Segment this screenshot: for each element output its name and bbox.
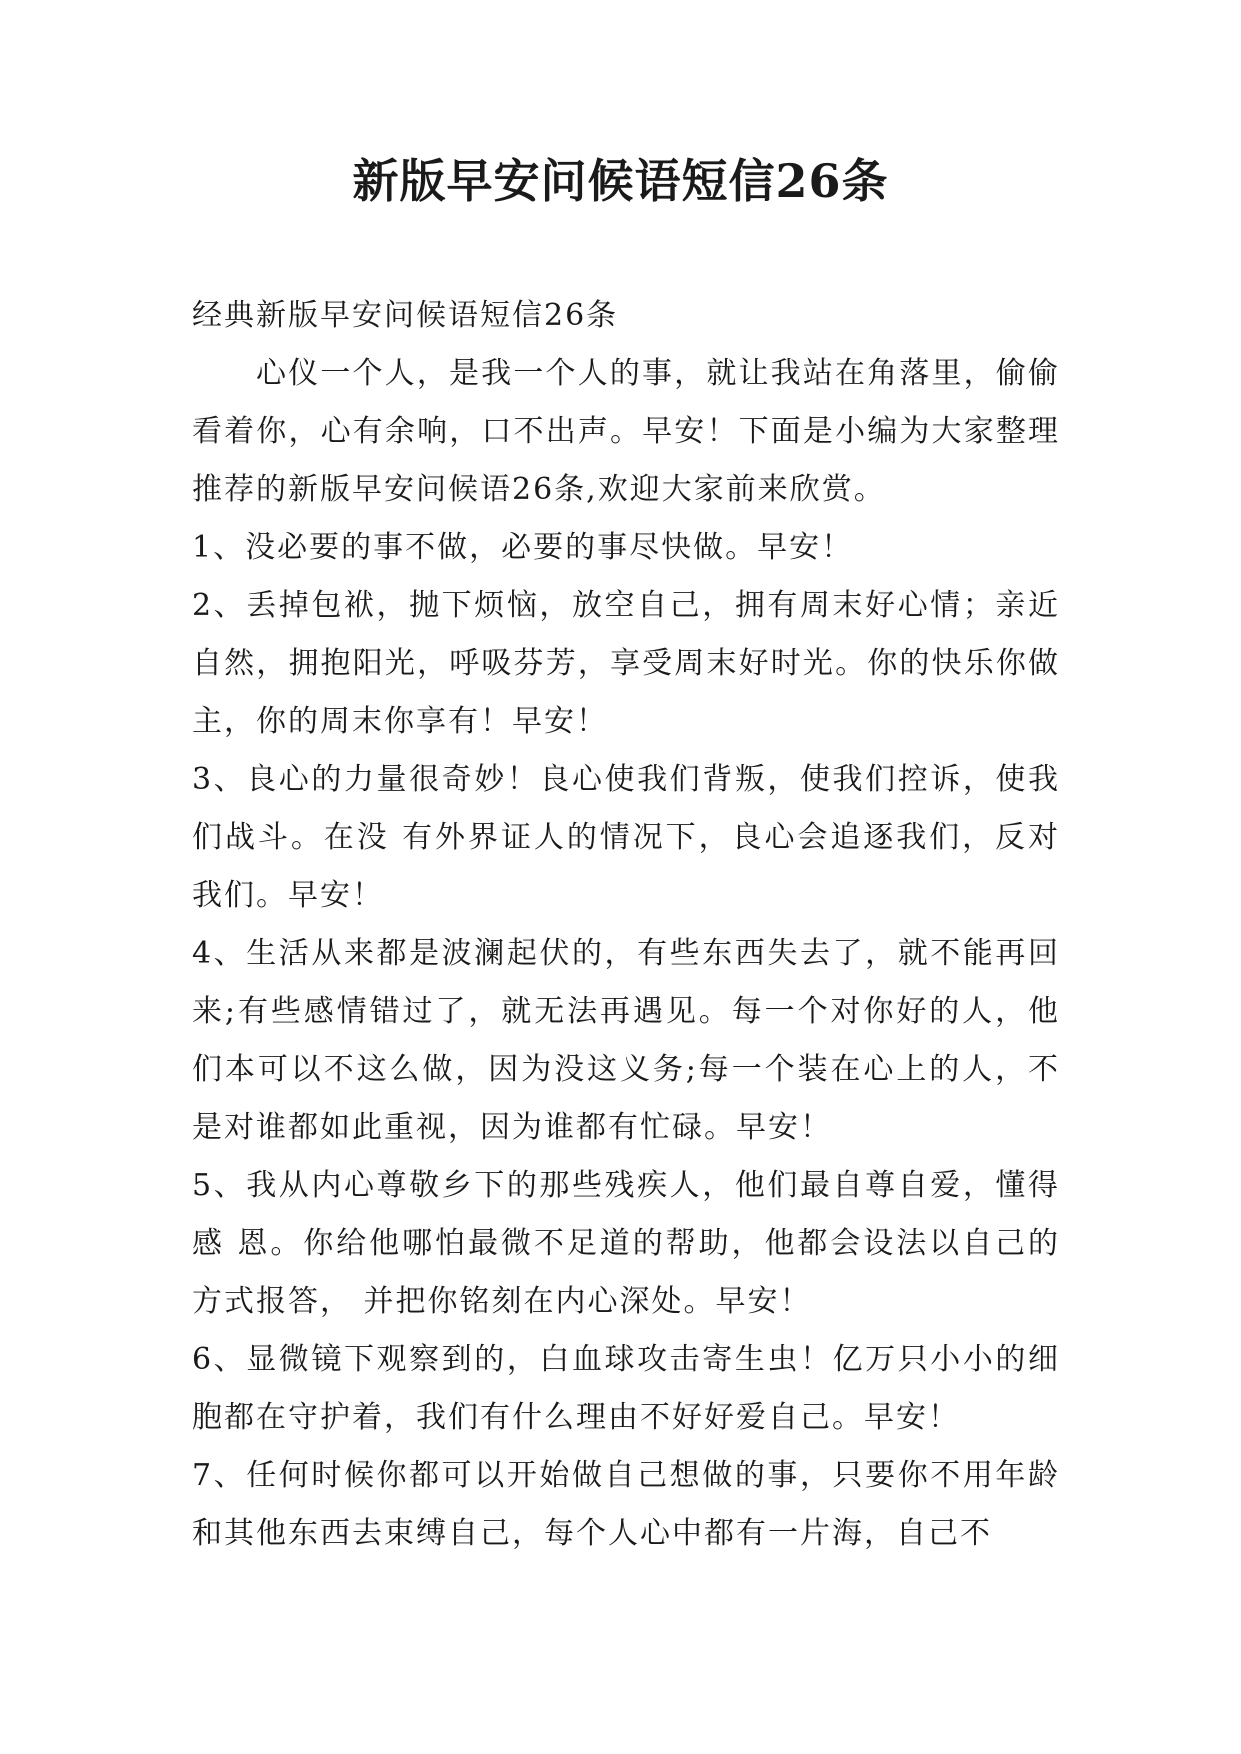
greeting-item-6: 6、显微镜下观察到的，白血球攻击寄生虫！亿万只小小的细胞都在守护着，我们有什么理由不好好爱自己。早安！ <box>192 1342 1060 1435</box>
greeting-item-5: 5、我从内心尊敬乡下的那些残疾人，他们最自尊自爱，懂得感 恩。你给他哪怕最微不足道的帮助，他都会设法以自己的方式报答， 并把你铭刻在内心深处。早安！ <box>192 1168 1060 1319</box>
greeting-item-3: 3、良心的力量很奇妙！良心使我们背叛，使我们控诉，使我们战斗。在没 有外界证人的情况下，良心会追逐我们，反对我们。早安！ <box>192 762 1060 913</box>
document-body <box>192 287 1060 1563</box>
intro-paragraph: 心仪一个人，是我一个人的事，就让我站在角落里，偷偷看着你，心有余响，口不出声。早安！下面是小编为大家整理推荐的新版早安问候语26条,欢迎大家前来欣赏。 <box>192 356 1060 507</box>
greeting-item-4: 4、生活从来都是波澜起伏的，有些东西失去了，就不能再回来;有些感情错过了，就无法再遇见。每一个对你好的人，他们本可以不这么做，因为没这义务;每一个装在心上的人，不是对谁都如此重视，因为谁都有忙碌。早安！ <box>192 936 1060 1145</box>
greeting-item-2: 2、丢掉包袱，抛下烦恼，放空自己，拥有周末好心情；亲近自然，拥抱阳光，呼吸芬芳，享受周末好时光。你的快乐你做主，你的周末你享有！早安！ <box>192 588 1060 739</box>
greeting-item-1: 1、没必要的事不做，必要的事尽快做。早安！ <box>192 530 854 565</box>
document-title: 新版早安问候语短信26条 <box>352 154 889 208</box>
subtitle-line: 经典新版早安问候语短信26条 <box>192 298 619 333</box>
greeting-item-7: 7、任何时候你都可以开始做自己想做的事，只要你不用年龄和其他东西去束缚自己，每个人心中都有一片海，自己不 <box>192 1458 1060 1551</box>
